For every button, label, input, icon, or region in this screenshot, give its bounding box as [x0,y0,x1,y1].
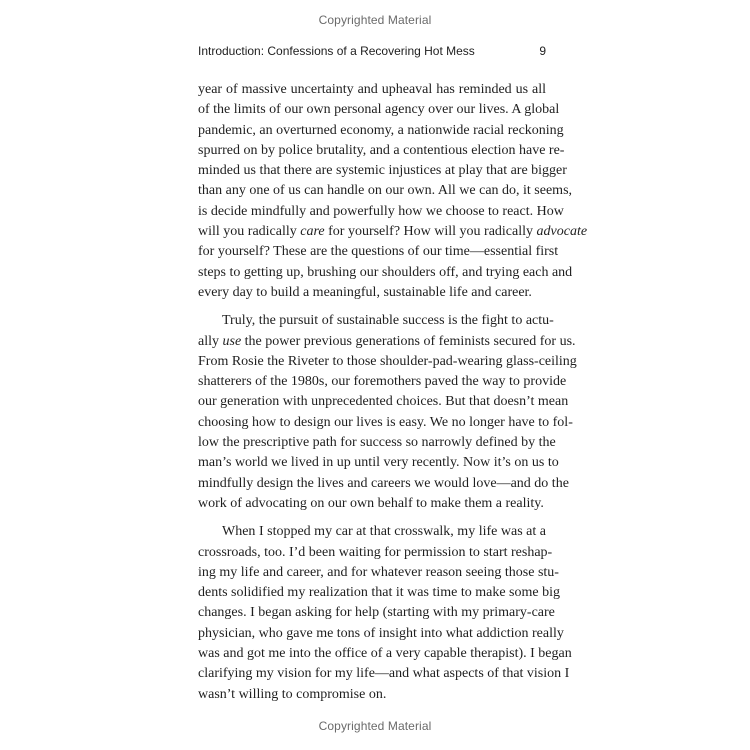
text-line: When I stopped my car at that crosswalk, my life was at a [222,524,546,540]
text-line: shatterers of the 1980s, our foremothers paved the way to provide [198,374,567,390]
text-line: clarifying my vision for my life—and what aspects of that vision I [198,666,570,682]
page-number: 9 [539,44,546,58]
chapter-title: Introduction: Confessions of a Recovering Hot Mess [198,44,475,58]
text-line: work of advocating on our own behalf to make them a reality. [198,495,544,511]
text-line: will you radically care for yourself? How will you radically advocate [198,224,588,240]
text-line: physician, who gave me tons of insight into what addiction really [198,625,564,641]
text-line: is decide mindfully and powerfully how we choose to react. How [198,203,564,219]
paragraph [198,311,577,514]
text-line: man’s world we lived in up until very recently. Now it’s on us to [198,455,559,471]
text-line: pandemic, an overturned economy, a nationwide racial reckoning [198,122,564,138]
text-line: From Rosie the Riveter to those shoulder-pad-wearing glass-ceiling [198,353,577,369]
text-line: wasn’t willing to compromise on. [198,686,387,702]
paragraph [198,522,572,705]
text-line: dents solidified my realization that it was time to make some big [198,585,560,601]
paragraph [198,80,588,303]
text-line: minded us that there are systemic injustices at play that are bigger [198,163,567,179]
text-line: choosing how to design our lives is easy. We no longer have to fol- [198,414,573,430]
text-line: was and got me into the office of a very capable therapist). I began [198,646,572,662]
text-line: spurred on by police brutality, and a contentious election have re- [198,142,565,158]
text-line: every day to build a meaningful, sustainable life and career. [198,284,532,300]
watermark-bottom: Copyrighted Material [318,719,432,733]
text-line: steps to getting up, brushing our shoulders off, and trying each and [198,264,573,280]
text-line: low the prescriptive path for success so narrowly defined by the [198,435,556,451]
text-line: our generation with unprecedented choices. But that doesn’t mean [198,394,569,410]
text-line: for yourself? These are the questions of our time—essential first [198,244,559,260]
text-line: year of massive uncertainty and upheaval has reminded us all [198,82,546,97]
text-line: crossroads, too. I’d been waiting for permission to start reshap- [198,544,553,560]
text-line: mindfully design the lives and careers we would love—and do the [198,475,569,491]
body-text [198,80,588,705]
text-line: ally use the power previous generations of feminists secured for us. [198,333,576,349]
text-line: changes. I began asking for help (starting with my primary-care [198,605,555,621]
text-line: than any one of us can handle on our own. All we can do, it seems, [198,183,573,199]
watermark-top: Copyrighted Material [318,13,432,27]
running-head [198,44,546,62]
text-line: Truly, the pursuit of sustainable success is the fight to actu- [222,313,554,329]
text-line: of the limits of our own personal agency over our lives. A global [198,102,560,118]
text-line: ing my life and career, and for whatever reason seeing those stu- [198,564,559,580]
